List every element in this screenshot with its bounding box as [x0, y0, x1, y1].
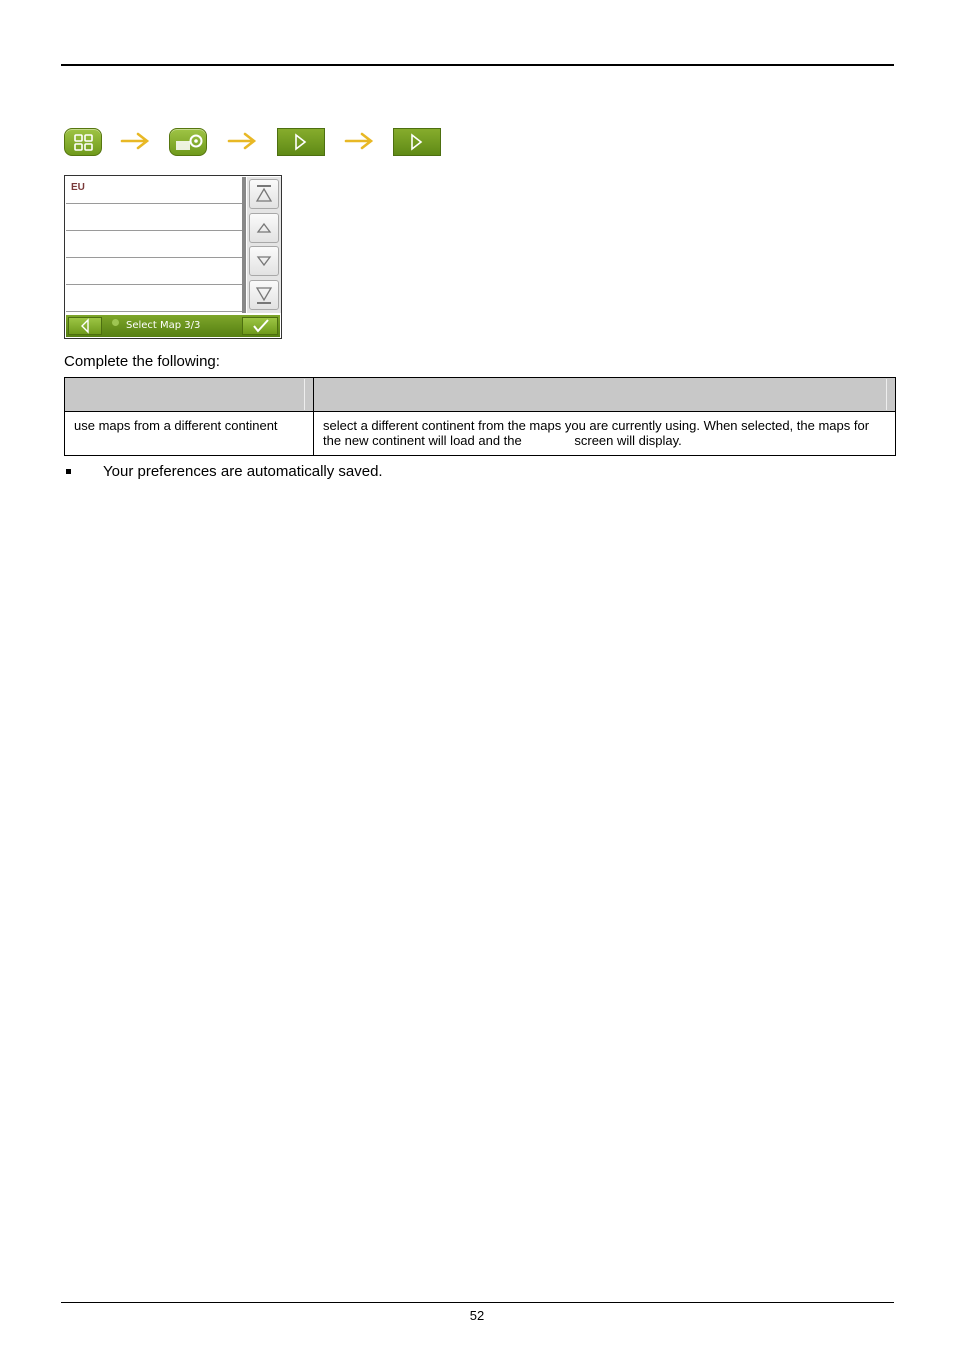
status-indicator-icon	[112, 319, 119, 326]
main-menu-button[interactable]	[64, 128, 102, 156]
cell-text: select a different continent from the maps you are currently using. When selected, the maps for the new continent will load and the	[323, 418, 870, 448]
grid-icon	[65, 129, 103, 157]
chevron-down-icon	[250, 247, 278, 275]
list-scrollbar-track[interactable]	[242, 177, 246, 313]
chevron-right-icon	[394, 129, 440, 155]
confirm-button[interactable]	[242, 317, 278, 335]
back-button[interactable]	[68, 317, 102, 335]
table-row	[65, 412, 896, 456]
settings-button[interactable]	[169, 128, 207, 156]
scroll-top-icon	[250, 180, 278, 208]
screen-title: Select Map 3/3	[126, 320, 201, 331]
table-header-cell	[314, 378, 896, 412]
cell-text: screen will display.	[574, 433, 682, 448]
map-list-item[interactable]	[66, 258, 242, 285]
table-cell-then	[314, 412, 896, 456]
map-item-label: EU	[71, 182, 85, 193]
arrow-right-icon	[227, 130, 257, 152]
scroll-controls	[247, 177, 281, 313]
next-button[interactable]	[277, 128, 325, 156]
map-list-item[interactable]	[66, 231, 242, 258]
page-number: 52	[469, 1308, 485, 1323]
map-list-item[interactable]	[66, 177, 242, 204]
map-list-item[interactable]	[66, 285, 242, 312]
bottom-rule	[61, 1302, 894, 1303]
map-list-item[interactable]	[66, 204, 242, 231]
map-settings-icon	[170, 129, 208, 157]
scroll-top-button[interactable]	[249, 179, 279, 209]
top-rule	[61, 64, 894, 66]
scroll-bottom-button[interactable]	[249, 280, 279, 310]
chevron-up-icon	[250, 214, 278, 242]
scroll-up-button[interactable]	[249, 213, 279, 243]
chevron-left-icon	[69, 318, 101, 334]
intro-text: Complete the following:	[64, 353, 220, 370]
map-list	[66, 177, 242, 312]
bullet-text: Your preferences are automatically saved.	[103, 463, 383, 480]
chevron-right-icon	[278, 129, 324, 155]
arrow-right-icon	[120, 130, 150, 152]
table-header-cell	[65, 378, 314, 412]
scroll-down-button[interactable]	[249, 246, 279, 276]
screen-status-bar	[66, 315, 280, 337]
options-table	[64, 377, 896, 456]
checkmark-icon	[243, 318, 277, 334]
arrow-right-icon	[344, 130, 374, 152]
table-cell-if: use maps from a different continent	[65, 412, 314, 456]
next-button[interactable]	[393, 128, 441, 156]
select-map-screen	[64, 175, 282, 339]
table-header-row	[65, 378, 896, 412]
square-bullet-icon	[66, 469, 71, 474]
scroll-bottom-icon	[250, 281, 278, 309]
